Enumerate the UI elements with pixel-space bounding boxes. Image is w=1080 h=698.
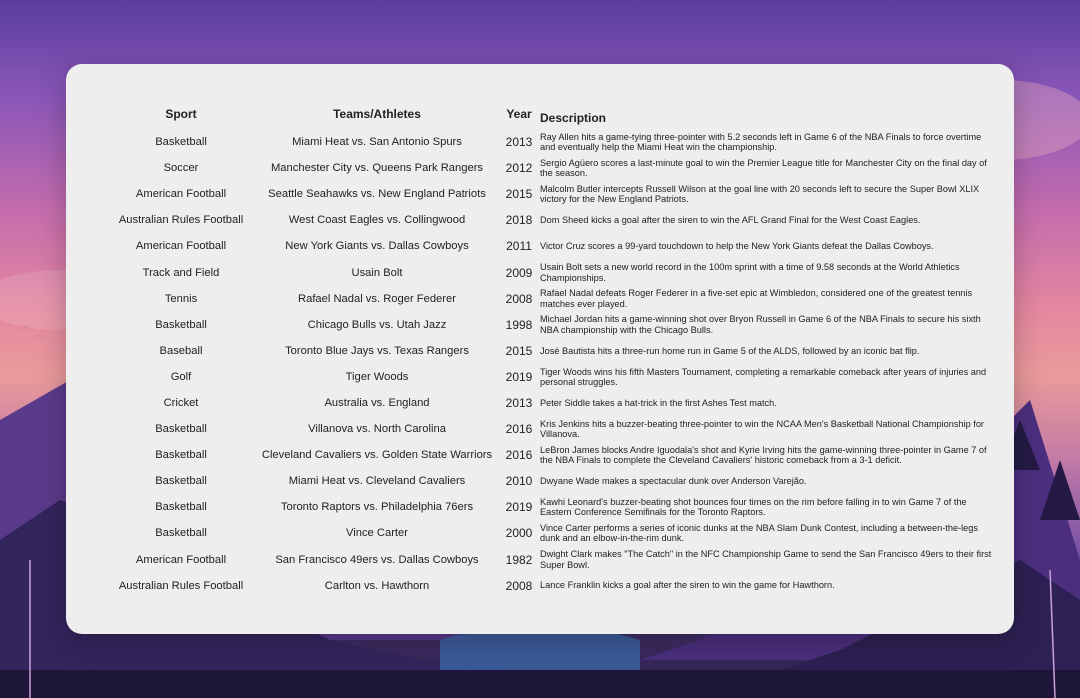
cell-teams: Toronto Raptors vs. Philadelphia 76ers: [280, 501, 474, 514]
table-row: [110, 181, 992, 207]
cell-sport: Basketball: [155, 527, 207, 540]
cell-year: 1982: [505, 552, 533, 567]
cell-teams: Tiger Woods: [345, 370, 409, 383]
cell-year: 2008: [505, 578, 533, 593]
cell-year: 2012: [505, 161, 533, 176]
header-teams: Teams/Athletes: [333, 106, 421, 121]
table-row: [110, 364, 992, 390]
cell-description: Usain Bolt sets a new world record in the 100m sprint with a time of 9.58 seconds at the World Athletics Championships.: [540, 262, 960, 283]
header-year: Year: [506, 106, 532, 121]
cell-sport: American Football: [135, 240, 227, 253]
cell-description: Ray Allen hits a game-tying three-pointer with 5.2 seconds left in Game 6 of the NBA Finals to force overtime and eventually help the Miami Heat win the championship.: [540, 131, 982, 153]
cell-year: 1998: [505, 317, 533, 332]
cell-description: Dwyane Wade makes a spectacular dunk over Anderson Varejão.: [540, 476, 807, 487]
cell-description: Sergio Agüero scores a last-minute goal to win the Premier League title for Manchester City on the final day of the season.: [540, 157, 987, 179]
cell-year: 2015: [505, 187, 533, 202]
cell-year: 2019: [505, 500, 533, 515]
table-row: [110, 468, 992, 494]
table-row: [110, 442, 992, 468]
cell-year: 2010: [505, 474, 533, 489]
cell-year: 2019: [505, 369, 533, 384]
table-row: [110, 416, 992, 442]
cell-teams: Miami Heat vs. Cleveland Cavaliers: [288, 475, 466, 488]
cell-teams: Manchester City vs. Queens Park Rangers: [270, 162, 484, 175]
cell-teams: San Francisco 49ers vs. Dallas Cowboys: [275, 553, 479, 566]
cell-description: Kawhi Leonard's buzzer-beating shot bounces four times on the rim before falling in to win Game 7 of the Eastern Conference Semifinals for the Toronto Raptors.: [540, 497, 967, 518]
cell-sport: American Football: [135, 553, 227, 566]
cell-sport: Basketball: [155, 423, 207, 436]
table-row: [110, 286, 992, 312]
cell-sport: Basketball: [155, 449, 207, 462]
table-row: [110, 573, 992, 599]
cell-year: 2016: [505, 422, 533, 437]
cell-sport: Australian Rules Football: [118, 214, 244, 227]
cell-year: 2013: [505, 135, 533, 150]
cell-teams: Villanova vs. North Carolina: [308, 423, 446, 436]
cell-description: Tiger Woods wins his fifth Masters Tournament, completing a remarkable comeback after years of injuries and personal struggles.: [540, 366, 987, 387]
cell-year: 2009: [505, 265, 533, 280]
cell-year: 2015: [505, 343, 533, 358]
cell-year: 2018: [505, 213, 533, 228]
cell-teams: West Coast Eagles vs. Collingwood: [288, 214, 466, 227]
cell-description: Kris Jenkins hits a buzzer-beating three-pointer to win the NCAA Men's Basketball National Championship for Villanova.: [540, 418, 984, 440]
cell-description: Peter Siddle takes a hat-trick in the first Ashes Test match.: [540, 397, 777, 408]
table-row: [110, 312, 992, 338]
cell-sport: Basketball: [155, 318, 207, 331]
cell-teams: Rafael Nadal vs. Roger Federer: [298, 292, 456, 305]
cell-year: 2000: [505, 526, 533, 541]
cell-sport: Track and Field: [142, 266, 220, 279]
table-row: [110, 520, 992, 546]
cell-description: Malcolm Butler intercepts Russell Wilson at the goal line with 20 seconds left to secure the Super Bowl XLIX victory for the New England Patriots.: [540, 183, 980, 205]
header-description: Description: [540, 111, 607, 125]
cell-description: Dom Sheed kicks a goal after the siren to win the AFL Grand Final for the West Coast Eagles.: [540, 215, 921, 226]
cell-teams: Seattle Seahawks vs. New England Patriots: [268, 188, 486, 201]
cell-teams: Toronto Blue Jays vs. Texas Rangers: [285, 344, 469, 357]
cell-year: 2011: [506, 239, 532, 254]
cell-sport: Basketball: [155, 475, 207, 488]
table-row: [110, 338, 992, 364]
cell-teams: Vince Carter: [346, 527, 408, 540]
cell-teams: Chicago Bulls vs. Utah Jazz: [307, 318, 447, 331]
cell-description: Rafael Nadal defeats Roger Federer in a five-set epic at Wimbledon, considered one of the greatest tennis matches ever played.: [540, 288, 973, 309]
cell-description: Vince Carter performs a series of iconic dunks at the NBA Slam Dunk Contest, including a between-the-legs dunk and an elbow-in-the-rim dunk.: [540, 523, 978, 544]
table-row: [110, 129, 992, 155]
cell-teams: Australia vs. England: [324, 396, 430, 409]
cell-sport: Australian Rules Football: [118, 579, 244, 592]
cell-teams: New York Giants vs. Dallas Cowboys: [285, 240, 469, 253]
cell-sport: Cricket: [163, 396, 199, 409]
table-row: [110, 155, 992, 181]
sports-moments-panel: [66, 64, 1014, 634]
cell-description: LeBron James blocks Andre Iguodala's shot and Kyrie Irving hits the game-winning three-pointer in Game 7 of the NBA Finals to complete the Cleveland Cavaliers' historic comeback from a 3-1 deficit.: [540, 444, 987, 466]
cell-sport: Basketball: [155, 501, 207, 514]
cell-sport: Baseball: [159, 344, 203, 357]
cell-sport: Soccer: [163, 162, 199, 175]
cell-sport: American Football: [135, 188, 227, 201]
cell-sport: Basketball: [155, 136, 207, 149]
cell-year: 2013: [505, 395, 533, 410]
cell-teams: Miami Heat vs. San Antonio Spurs: [292, 136, 462, 149]
cell-teams: Cleveland Cavaliers vs. Golden State Warriors: [261, 449, 493, 462]
cell-description: Lance Franklin kicks a goal after the siren to win the game for Hawthorn.: [540, 580, 835, 591]
cell-description: Dwight Clark makes "The Catch" in the NFC Championship Game to send the San Francisco 49ers to their first Super Bowl.: [540, 549, 992, 570]
table-row: [110, 547, 992, 573]
cell-teams: Carlton vs. Hawthorn: [324, 579, 430, 592]
table-row: [110, 259, 992, 285]
table-row: [110, 207, 992, 233]
cell-year: 2016: [505, 448, 533, 463]
cell-description: Michael Jordan hits a game-winning shot over Bryon Russell in Game 6 of the NBA Finals to secure his sixth NBA championship with the Chicago Bulls.: [540, 314, 981, 335]
table-row: [110, 494, 992, 520]
cell-description: Victor Cruz scores a 99-yard touchdown to help the New York Giants defeat the Dallas Cowboys.: [540, 241, 934, 252]
cell-description: José Bautista hits a three-run home run in Game 5 of the ALDS, followed by an iconic bat flip.: [540, 345, 920, 356]
table-header-row: [110, 98, 992, 129]
cell-teams: Usain Bolt: [351, 266, 403, 279]
cell-year: 2008: [505, 291, 533, 306]
header-sport: Sport: [165, 106, 197, 121]
table-body: [110, 129, 992, 599]
cell-sport: Golf: [170, 370, 192, 383]
table-row: [110, 233, 992, 259]
sports-moments-table: [110, 98, 992, 599]
cell-sport: Tennis: [164, 292, 198, 305]
table-row: [110, 390, 992, 416]
